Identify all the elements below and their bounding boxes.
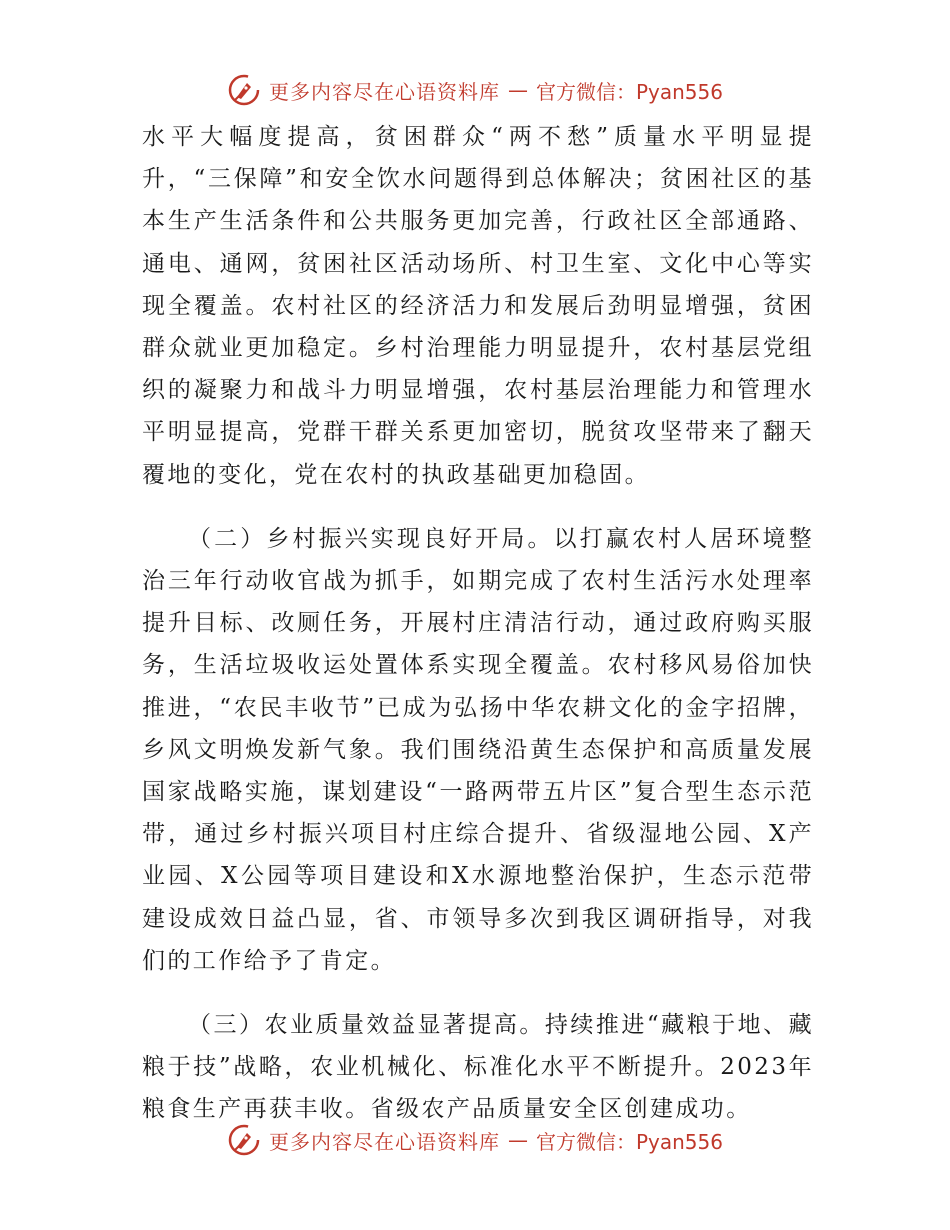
paragraph-agriculture-quality: （三）农业质量效益显著提高。持续推进“藏粮于地、藏粮于技”战略，农业机械化、标准化水平不断提升。2023年粮食生产再获丰收。省级农产品质量安全区创建成功。	[142, 1012, 814, 1123]
header-watermark	[0, 70, 950, 110]
watermark-text: 更多内容尽在心语资料库	[268, 1129, 500, 1154]
watermark-separator: —	[507, 78, 528, 102]
pen-nib-logo-icon	[227, 73, 261, 107]
watermark-text: 更多内容尽在心语资料库	[268, 79, 500, 104]
watermark-separator: —	[507, 1128, 528, 1152]
paragraph-continuation: 水平大幅度提高，贫困群众“两不愁”质量水平明显提升，“三保障”和安全饮水问题得到总体解决；贫困社区的基本生产生活条件和公共服务更加完善，行政社区全部通路、通电、通网，贫困社区活动场所、村卫生室、文化中心等实现全覆盖。农村社区的经济活力和发展后劲明显增强，贫困群众就业更加稳定。乡村治理能力明显提升，农村基层党组织的凝聚力和战斗力明显增强，农村基层治理能力和管理水平明显提高，党群干群关系更加密切，脱贫攻坚带来了翻天覆地的变化，党在农村的执政基础更加稳固。	[142, 124, 814, 488]
pen-nib-logo-icon	[227, 1123, 261, 1157]
footer-watermark	[0, 1120, 950, 1160]
watermark-group	[227, 73, 723, 107]
paragraph-rural-revitalization: （二）乡村振兴实现良好开局。以打赢农村人居环境整治三年行动收官战为抓手，如期完成了农村生活污水处理率提升目标、改厕任务，开展村庄清洁行动，通过政府购买服务，生活垃圾收运处置体系实现全覆盖。农村移风易俗加快推进，“农民丰收节”已成为弘扬中华农耕文化的金字招牌，乡风文明焕发新气象。我们围绕沿黄生态保护和高质量发展国家战略实施，谋划建设“一路两带五片区”复合型生态示范带，通过乡村振兴项目村庄综合提升、省级湿地公园、X产业园、X公园等项目建设和X水源地整治保护，生态示范带建设成效日益凸显，省、市领导多次到我区调研指导，对我们的工作给予了肯定。	[142, 525, 814, 974]
watermark-wechat: 官方微信：Pyan556	[535, 79, 723, 104]
watermark-wechat: 官方微信：Pyan556	[535, 1129, 723, 1154]
watermark-group	[227, 1123, 723, 1157]
document-body	[142, 116, 814, 1131]
